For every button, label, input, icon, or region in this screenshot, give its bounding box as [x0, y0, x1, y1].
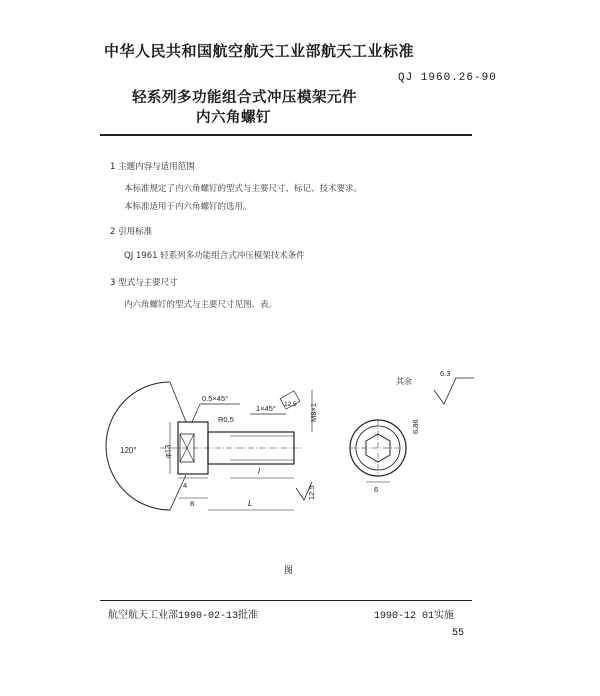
title-line2: 内六角螺钉 — [196, 110, 271, 126]
rough-label: 12.5 — [307, 485, 316, 500]
l-label: l — [258, 467, 260, 476]
angle-arc — [106, 382, 170, 510]
page-number: 55 — [452, 628, 465, 639]
phi-label: φ13 — [163, 444, 172, 458]
standard-code: QJ 1960.26-90 — [398, 72, 497, 84]
radius-label: R0.5 — [218, 415, 234, 424]
remaining-symbol — [434, 378, 474, 404]
chamfer-leader-tail — [192, 404, 200, 422]
angle-box-label: 12.5 — [284, 401, 297, 408]
remaining-value: 6.3 — [440, 369, 451, 378]
section-2-para-1: QJ 1961 轻系列多功能组合式冲压模架技术条件 — [124, 251, 305, 261]
s-label: 6 — [374, 485, 379, 494]
screw-drawing — [100, 360, 480, 550]
L-label: L — [248, 499, 253, 508]
header-rule — [100, 134, 472, 136]
angle-label: 120° — [120, 446, 137, 455]
section-3-para-1: 内六角螺钉的型式与主要尺寸见图、表。 — [124, 300, 278, 310]
section-1-para-2: 本标准适用于内六角螺钉的选用。 — [124, 202, 252, 212]
section-2-heading: 2 引用标准 — [110, 227, 153, 237]
head-len-label: 4 — [183, 481, 188, 490]
hex-label: 6.86 — [411, 419, 420, 434]
footer-rule — [100, 600, 472, 601]
section-3-heading: 3 型式与主要尺寸 — [110, 278, 178, 288]
angle-leader-top — [170, 382, 186, 422]
figure-caption: 图 — [284, 566, 294, 576]
effective-date: 1990-12 01实施 — [374, 611, 455, 622]
remaining-label: 其余 — [396, 377, 412, 386]
title-line1: 轻系列多功能组合式冲压模架元件 — [132, 90, 357, 106]
section-1-heading: 1 主题内容与适用范围 — [110, 162, 195, 172]
chamfer-label: 0.5×45° — [202, 394, 229, 403]
total-head-label: 8 — [190, 499, 195, 508]
thread-label: M8×1 — [309, 403, 318, 422]
section-1-para-1: 本标准规定了内六角螺钉的型式与主要尺寸、标记、技术要求。 — [124, 184, 363, 194]
approved-date: 航空航天工业部1990-02-13批准 — [108, 611, 259, 622]
standard-body: 中华人民共和国航空航天工业部航天工业标准 — [104, 42, 415, 60]
chamfer2-label: 1×45° — [256, 404, 276, 413]
